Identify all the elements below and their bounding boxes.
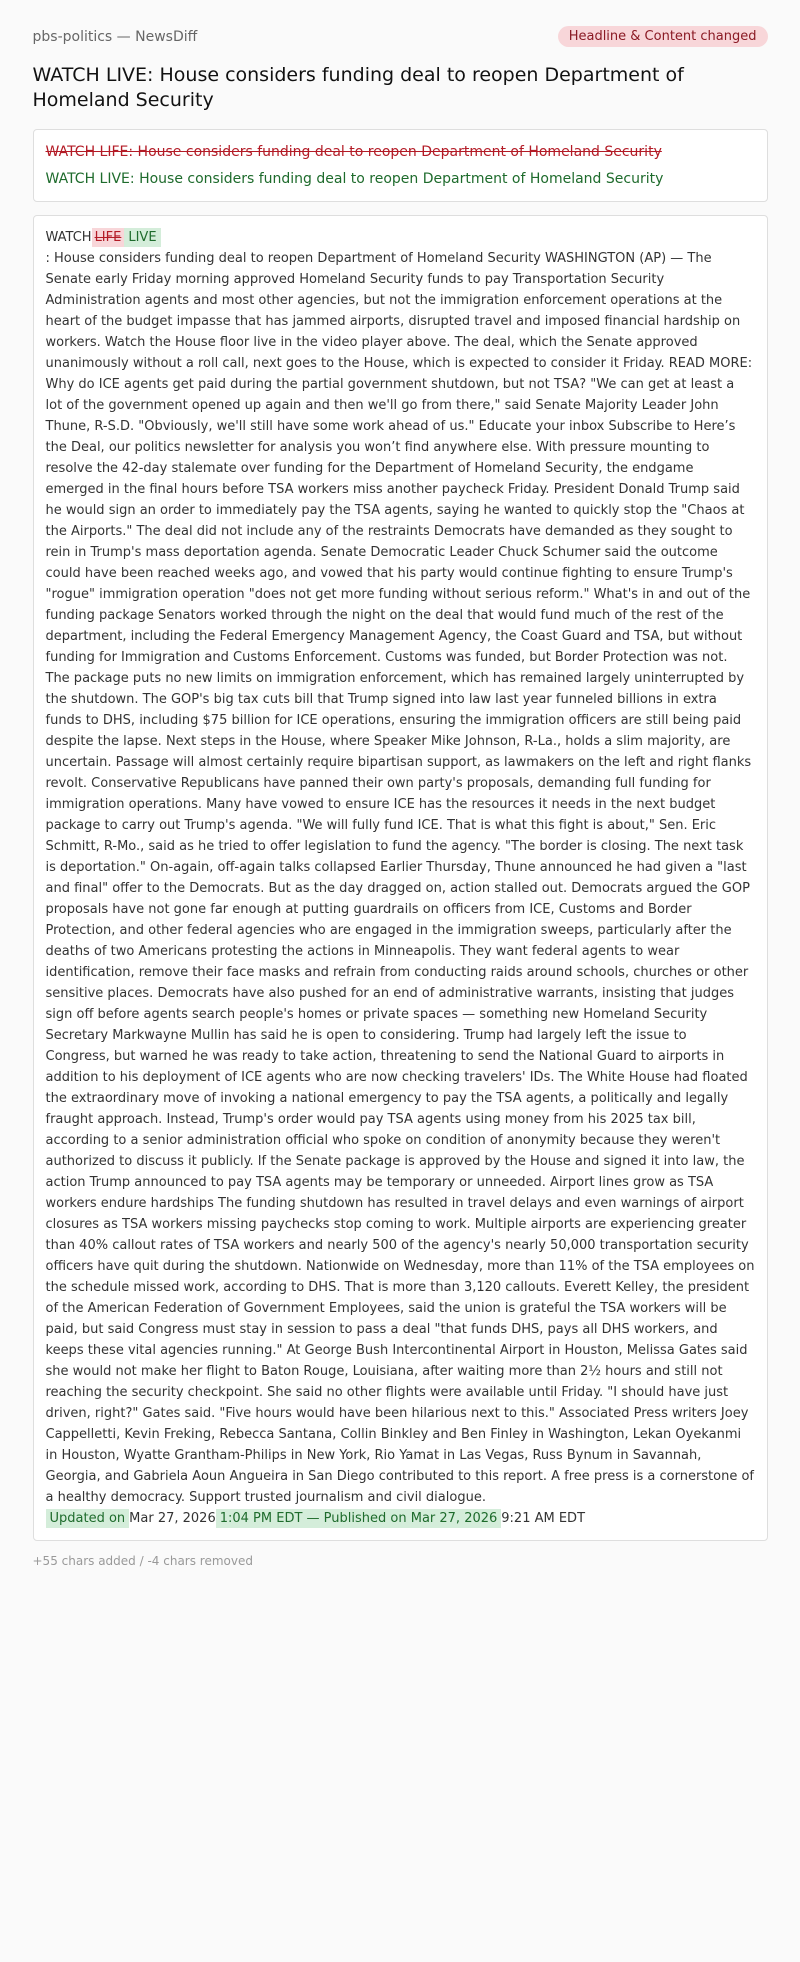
content-diff-card <box>33 215 768 1541</box>
added-text: Updated on <box>46 1509 130 1528</box>
diff-stats: +55 chars added / -4 chars removed <box>32 1554 253 1568</box>
old-headline: WATCH LIFE: House considers funding deal to reopen Department of Homeland Security <box>45 144 662 160</box>
added-text: 1:04 PM EDT — Published on Mar 27, 2026 <box>216 1509 502 1528</box>
page-title: WATCH LIVE: House considers funding deal to reopen Department of Homeland Security <box>32 64 684 111</box>
body-text: : House considers funding deal to reopen Department of Homeland Security WASHINGTON (AP) — The Senate early Friday morning approved Homeland Security funds to pay Transportation Security Administration agents and most other agencies, but not the immigration enforcement operations at the heart of the budget impasse that has jammed airports, disrupted travel and imposed financial hardship on workers. Watch the House floor live in the video player above. The deal, which the Senate approved unanimously without a roll call, next goes to the House, which is expected to consider it Friday. READ MORE: Why do ICE agents get paid during the partial government shutdown, but not TSA? "We can get at least a lot of the government opened up again and then we'll go from there," said Senate Majority Leader John Thune, R-S.D. "Obviously, we'll still have some work ahead of us." Educate your inbox Subscribe to Here’s the Deal, our politics newsletter for analysis you won’t find anywhere else. With pressure mounting to resolve the 42-day stalemate over funding for the Department of Homeland Security, the endgame emerged in the final hours before TSA workers miss another paycheck Friday. President Donald Trump said he would sign an order to immediately pay the TSA agents, saying he wanted to quickly stop the "Chaos at the Airports." The deal did not include any of the restraints Democrats have demanded as they sought to rein in Trump's mass deportation agenda. Senate Democratic Leader Chuck Schumer said the outcome could have been reached weeks ago, and vowed that his party would continue fighting to ensure Trump's "rogue" immigration operation "does not get more funding without serious reform." What's in and out of the funding package Senators worked through the night on the deal that would fund much of the rest of the department, including the Federal Emergency Management Agency, the Coast Guard and TSA, but without funding for Immigration and Customs Enforcement. Customs was funded, but Border Protection was not. The package puts no new limits on immigration enforcement, which has remained largely uninterrupted by the shutdown. The GOP's big tax cuts bill that Trump signed into law last year funneled billions in extra funds to DHS, including $75 billion for ICE operations, ensuring the immigration officers are still being paid despite the lapse. Next steps in the House, where Speaker Mike Johnson, R-La., holds a slim majority, are uncertain. Passage will almost certainly require bipartisan support, as lawmakers on the left and right flanks revolt. Conservative Republicans have panned their own party's proposals, demanding full funding for immigration operations. Many have vowed to ensure ICE has the resources it needs in the next budget package to carry out Trump's agenda. "We will fully fund ICE. That is what this fight is about," Sen. Eric Schmitt, R-Mo., said as he tried to offer legislation to fund the agency. "The border is closing. The next task is deportation." On-again, off-again talks collapsed Earlier Thursday, Thune announced he had given a "last and final" offer to the Democrats. But as the day dragged on, action stalled out. Democrats argued the GOP proposals have not gone far enough at putting guardrails on officers from ICE, Customs and Border Protection, and other federal agencies who are engaged in the immigration sweeps, particularly after the deaths of two Americans protesting the actions in Minneapolis. They want federal agents to wear identification, remove their face masks and refrain from conducting raids around schools, churches or other sensitive places. Democrats have also pushed for an end of administrative warrants, insisting that judges sign off before agents search people's homes or private spaces — something new Homeland Security Secretary Markwayne Mullin has said he is open to considering. Trump had largely left the issue to Congress, but warned he was ready to take action, threatening to send the National Guard to airports in addition to his deployment of ICE agents who are now checking travelers' IDs. The White House had floated the extraordinary move of invoking a national emergency to pay the TSA agents, a politically and legally fraught approach. Instead, Trump's order would pay TSA agents using money from his 2025 tax bill, according to a senior administration official who spoke on condition of anonymity because they weren't authorized to discuss it publicly. If the Senate package is approved by the House and signed it into law, the action Trump announced to pay TSA agents may be temporary or unneeded. Airport lines grow as TSA workers endure hardships The funding shutdown has resulted in travel delays and even warnings of airport closures as TSA workers missing paychecks stop coming to work. Multiple airports are experiencing greater than 40% callout rates of TSA workers and nearly 500 of the agency's nearly 50,000 transportation security officers have quit during the shutdown. Nationwide on Wednesday, more than 11% of the TSA employees on the schedule missed work, according to DHS. That is more than 3,120 callouts. Everett Kelley, the president of the American Federation of Government Employees, said the union is grateful the TSA workers will be paid, but said Congress must stay in session to pass a deal "that funds DHS, pays all DHS workers, and keeps these vital agencies running." At George Bush Intercontinental Airport in Houston, Melissa Gates said she would not make her flight to Baton Rouge, Louisiana, after waiting more than 2½ hours and still not reaching the security checkpoint. She said no other flights were available until Friday. "I should have just driven, right?" Gates said. "Five hours would have been hilarious next to this." Associated Press writers Joey Cappelletti, Kevin Freking, Rebecca Santana, Collin Binkley and Ben Finley in Washington, Lekan Oyekanmi in Houston, Wyatte Grantham-Philips in New York, Rio Yamat in Las Vegas, Russ Bynum in Savannah, Georgia, and Gabriela Aoun Angueira in San Diego contributed to this report. A free press is a cornerstone of a healthy democracy. Support trusted journalism and civil dialogue. <box>45 251 755 1505</box>
removed-text: LIFE <box>92 228 125 247</box>
footer-text: Mar 27, 2026 <box>129 1511 216 1526</box>
footer-text: 9:21 AM EDT <box>501 1511 586 1526</box>
new-headline: WATCH LIVE: House considers funding deal to reopen Department of Homeland Security <box>45 171 664 187</box>
top-bar <box>33 26 768 47</box>
added-text: LIVE <box>124 228 160 247</box>
headline-diff-card <box>33 129 768 202</box>
page <box>33 0 768 1568</box>
source-label: pbs-politics — NewsDiff <box>32 28 198 45</box>
body-prefix: WATCH <box>45 230 92 245</box>
change-type-badge: Headline & Content changed <box>558 26 768 47</box>
